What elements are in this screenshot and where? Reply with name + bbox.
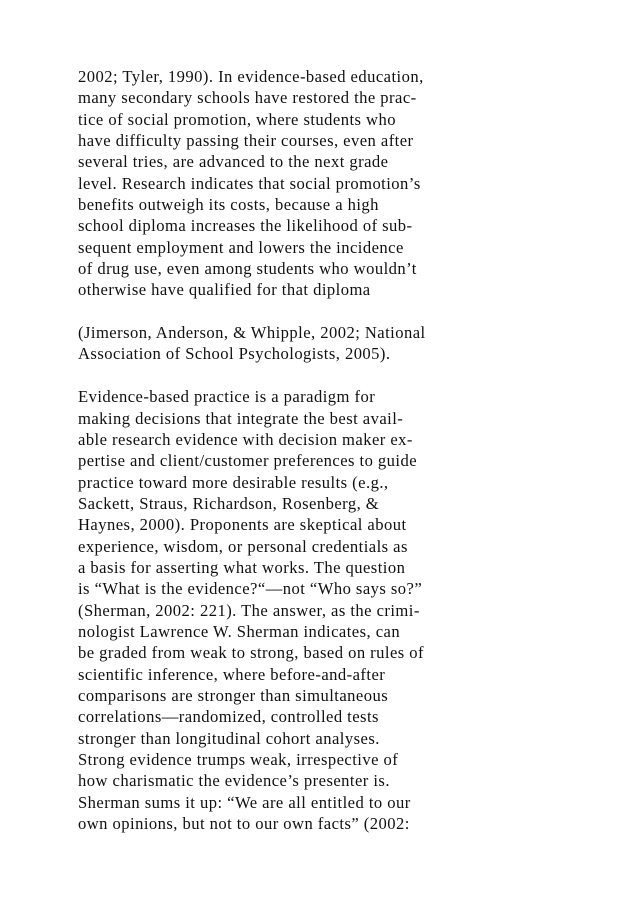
text-line: level. Research indicates that social promotion’s bbox=[78, 173, 421, 193]
text-line: how charismatic the evidence’s presenter is. bbox=[78, 771, 390, 791]
text-line: tice of social promotion, where students who bbox=[78, 109, 396, 129]
text-line: experience, wisdom, or personal credentials as bbox=[78, 536, 408, 556]
text-line: scientific inference, where before-and-after bbox=[78, 664, 386, 684]
text-line: several tries, are advanced to the next grade bbox=[78, 152, 389, 172]
text-line: Sherman sums it up: “We are all entitled to our bbox=[78, 792, 411, 812]
paragraph bbox=[78, 66, 618, 301]
text-line: otherwise have qualified for that diploma bbox=[78, 280, 371, 300]
text-line: Haynes, 2000). Proponents are skeptical about bbox=[78, 515, 407, 535]
text-line: stronger than longitudinal cohort analyses. bbox=[78, 728, 380, 748]
text-line: comparisons are stronger than simultaneous bbox=[78, 685, 389, 705]
text-line: 2002; Tyler, 1990). In evidence-based education, bbox=[78, 67, 424, 86]
text-line: pertise and client/customer preferences to guide bbox=[78, 451, 418, 471]
paragraph bbox=[78, 386, 618, 834]
text-line: Evidence-based practice is a paradigm for bbox=[78, 387, 376, 407]
document-body bbox=[78, 66, 618, 856]
text-line: Association of School Psychologists, 2005). bbox=[78, 344, 391, 364]
text-line: Sackett, Straus, Richardson, Rosenberg, & bbox=[78, 493, 380, 513]
text-line: (Jimerson, Anderson, & Whipple, 2002; National bbox=[78, 323, 426, 343]
text-line: school diploma increases the likelihood of sub- bbox=[78, 216, 413, 236]
text-line: correlations—randomized, controlled tests bbox=[78, 707, 379, 727]
text-line: have difficulty passing their courses, even after bbox=[78, 131, 414, 151]
text-line: many secondary schools have restored the prac- bbox=[78, 88, 417, 108]
text-line: (Sherman, 2002: 221). The answer, as the crimi- bbox=[78, 600, 420, 620]
text-line: benefits outweigh its costs, because a high bbox=[78, 195, 379, 215]
text-line: making decisions that integrate the best avail- bbox=[78, 408, 404, 428]
text-line: a basis for asserting what works. The question bbox=[78, 557, 406, 577]
text-line: practice toward more desirable results (e.g., bbox=[78, 472, 389, 492]
text-line: nologist Lawrence W. Sherman indicates, can bbox=[78, 621, 401, 641]
text-line: is “What is the evidence?“—not “Who says so?” bbox=[78, 579, 423, 599]
paragraph bbox=[78, 322, 618, 365]
text-line: of drug use, even among students who wouldn’t bbox=[78, 259, 417, 279]
text-line: own opinions, but not to our own facts” (2002: bbox=[78, 814, 410, 834]
text-line: be graded from weak to strong, based on rules of bbox=[78, 643, 425, 663]
text-line: sequent employment and lowers the incidence bbox=[78, 237, 404, 257]
text-line: Strong evidence trumps weak, irrespective of bbox=[78, 750, 399, 769]
text-line: able research evidence with decision maker ex- bbox=[78, 429, 413, 449]
